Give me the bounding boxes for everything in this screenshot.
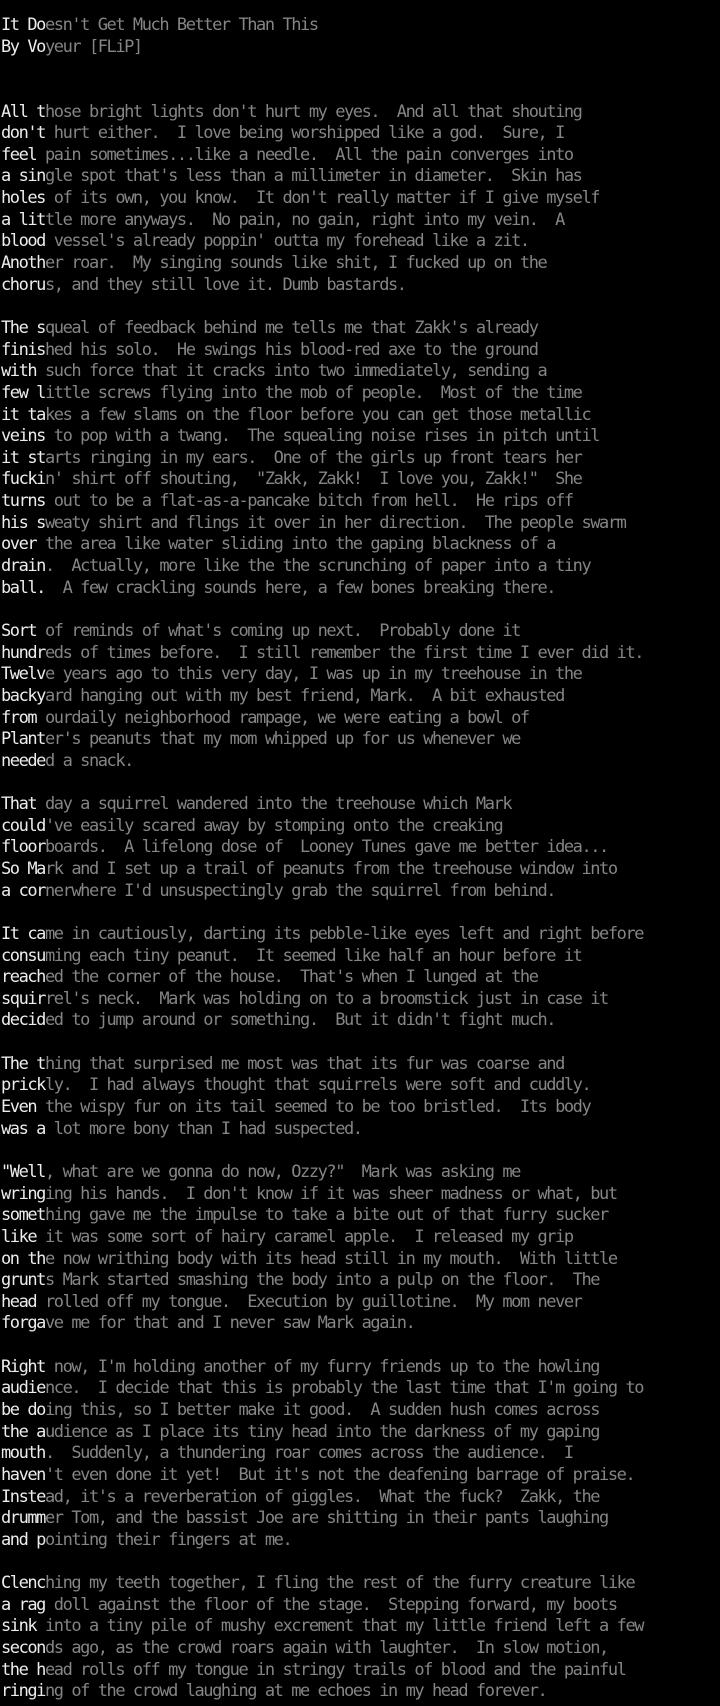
line-highlight-columns: hundr: [1, 642, 45, 663]
text-line: [1, 1119, 720, 1141]
line-highlight-columns: mouth: [1, 1443, 45, 1464]
text-line: [1, 469, 720, 491]
line-highlight-columns: be do: [1, 1400, 45, 1420]
text-line: [1, 621, 720, 643]
line-body-text: , what are we gonna do now, Ozzy?" Mark was asking me: [44, 1161, 520, 1182]
line-body-text: er Tom, and the bassist Joe are shitting in their pants laughing: [44, 1508, 608, 1529]
line-highlight-columns: secon: [1, 1638, 45, 1659]
text-line: [1, 1184, 720, 1206]
line-body-text: ointing their fingers at me.: [44, 1529, 292, 1550]
line-body-text: er roar. My singing sounds like shit, I fucked up on the: [44, 253, 547, 274]
line-highlight-columns: Clenc: [1, 1573, 45, 1594]
text-line: [1, 318, 720, 340]
line-body-text: doll against the floor of the stage. Stepping forward, my boots: [44, 1594, 617, 1615]
text-line: [1, 1422, 720, 1444]
line-body-text: . Actually, more like the the scrunching of paper into a tiny: [44, 556, 591, 577]
line-highlight-columns: was a: [1, 1118, 45, 1139]
text-line: [1, 1616, 720, 1638]
text-line: [1, 1010, 720, 1032]
line-body-text: ing this, so I better make it good. A sudden hush comes across: [44, 1400, 600, 1420]
line-body-text: 't even done it yet! But it's not the deafening barrage of praise.: [44, 1464, 635, 1485]
line-highlight-columns: veins: [1, 426, 45, 447]
text-line: [1, 1357, 720, 1379]
line-highlight-columns: the h: [1, 1659, 45, 1680]
line-body-text: ng of the crowd laughing at me echoes in my head forever.: [44, 1681, 547, 1702]
line-highlight-columns: a rag: [1, 1594, 45, 1615]
text-line: [1, 188, 720, 210]
line-highlight-columns: reach: [1, 967, 45, 988]
text-line: [1, 902, 720, 924]
line-body-text: rolled off my tongue. Execution by guillotine. My mom never: [44, 1291, 582, 1312]
text-line: [1, 967, 720, 989]
line-body-text: such force that it cracks into two immediately, sending a: [44, 361, 547, 382]
line-body-text: of its own, you know. It don't really matter if I give myself: [44, 188, 600, 209]
line-body-text: the wispy fur on its tail seemed to be too bristled. Its body: [44, 1097, 591, 1118]
line-body-text: ve me for that and I never saw Mark again.: [44, 1313, 415, 1334]
line-highlight-columns: few l: [1, 382, 45, 403]
text-line: [1, 513, 720, 535]
text-line: [1, 924, 720, 946]
text-line: [1, 1205, 720, 1227]
text-line: [1, 643, 720, 665]
line-body-text: hing gave me the impulse to take a bite out of that furry sucker: [44, 1205, 608, 1226]
text-line: [1, 686, 720, 708]
line-highlight-columns: choru: [1, 274, 45, 295]
line-body-text: to pop with a twang. The squealing noise rises in pitch until: [44, 426, 600, 447]
line-body-text: pain sometimes...like a needle. All the pain converges into: [44, 144, 573, 165]
line-body-text: hurt either. I love being worshipped like a god. Sure, I: [44, 123, 564, 144]
line-highlight-columns: Anoth: [1, 253, 45, 274]
text-line: [1, 794, 720, 816]
text-line: [1, 1227, 720, 1249]
line-highlight-columns: By Vo: [1, 36, 45, 57]
text-line: [1, 1551, 720, 1573]
text-line: [1, 296, 720, 318]
line-highlight-columns: Inste: [1, 1486, 45, 1507]
text-line: [1, 491, 720, 513]
line-highlight-columns: haven: [1, 1464, 45, 1485]
line-body-text: yeur [FLiP]: [44, 36, 142, 57]
line-body-text: eds of times before. I still remember the first time I ever did it.: [44, 642, 644, 663]
text-line: [1, 1660, 720, 1682]
line-highlight-columns: "Well: [1, 1161, 45, 1182]
text-line: [1, 729, 720, 751]
text-line: [1, 859, 720, 881]
line-body-text: weaty shirt and flings it over in her direction. The people swarm: [44, 512, 626, 533]
line-highlight-columns: over: [1, 534, 45, 555]
line-highlight-columns: floor: [1, 837, 45, 858]
text-line: [1, 426, 720, 448]
line-highlight-columns: a lit: [1, 209, 45, 230]
line-highlight-columns: wring: [1, 1183, 45, 1204]
line-highlight-columns: ball.: [1, 577, 45, 598]
line-highlight-columns: So Ma: [1, 858, 45, 879]
text-line: [1, 1378, 720, 1400]
line-body-text: ead rolls off my tongue in stringy trails of blood and the painful: [44, 1659, 626, 1680]
line-highlight-columns: Right: [1, 1356, 45, 1377]
line-body-text: ard hanging out with my best friend, Mark. A bit exhausted: [44, 685, 564, 706]
text-line: [1, 881, 720, 903]
text-line: [1, 816, 720, 838]
text-line: [1, 405, 720, 427]
text-line: [1, 123, 720, 145]
line-highlight-columns: It ca: [1, 923, 45, 944]
text-line: [1, 145, 720, 167]
text-line: [1, 1638, 720, 1660]
line-highlight-columns: it ta: [1, 404, 45, 425]
line-body-text: gle spot that's less than a millimeter in diameter. Skin has: [44, 166, 582, 187]
line-body-text: ed the corner of the house. That's when I lunged at the: [44, 967, 538, 988]
text-line: [1, 946, 720, 968]
line-body-text: the area like water sliding into the gaping blackness of a: [44, 534, 556, 555]
text-line: [1, 340, 720, 362]
line-highlight-columns: from: [1, 707, 45, 728]
line-body-text: ourdaily neighborhood rampage, we were eating a bowl of: [44, 707, 529, 728]
line-body-text: day a squirrel wandered into the treehouse which Mark: [44, 794, 512, 815]
line-body-text: of reminds of what's coming up next. Probably done it: [44, 620, 520, 641]
line-body-text: rel's neck. Mark was holding on to a broomstick just in case it: [44, 988, 608, 1009]
text-line: [1, 231, 720, 253]
line-highlight-columns: turns: [1, 491, 45, 512]
line-body-text: boards. A lifelong dose of Looney Tunes gave me better idea...: [44, 837, 608, 858]
text-line: [1, 383, 720, 405]
line-highlight-columns: It Do: [1, 15, 45, 35]
line-highlight-columns: Twelv: [1, 664, 45, 685]
line-highlight-columns: Plant: [1, 729, 45, 750]
line-body-text: hing my teeth together, I fling the rest of the furry creature like: [44, 1573, 635, 1594]
line-highlight-columns: drumm: [1, 1508, 45, 1529]
text-line: [1, 1054, 720, 1076]
line-highlight-columns: squir: [1, 988, 45, 1009]
line-body-text: A few crackling sounds here, a few bones breaking there.: [44, 577, 556, 598]
line-body-text: ly. I had always thought that squirrels were soft and cuddly.: [44, 1075, 591, 1096]
line-body-text: nerwhere I'd unsuspectingly grab the squirrel from behind.: [44, 880, 556, 901]
text-line: [1, 1032, 720, 1054]
text-line: [1, 1487, 720, 1509]
text-line: [1, 534, 720, 556]
text-line: [1, 166, 720, 188]
line-body-text: 've easily scared away by stomping onto the creaking: [44, 815, 503, 836]
line-body-text: into a tiny pile of mushy excrement that my little friend left a few: [44, 1616, 644, 1637]
line-body-text: lot more bony than I had suspected.: [44, 1118, 362, 1139]
text-line: [1, 1465, 720, 1487]
line-body-text: er's peanuts that my mom whipped up for us whenever we: [44, 729, 520, 750]
line-highlight-columns: the a: [1, 1421, 45, 1442]
line-body-text: ds ago, as the crowd roars again with laughter. In slow motion,: [44, 1638, 608, 1659]
line-body-text: me in cautiously, darting its pebble-like eyes left and right before: [44, 923, 644, 944]
line-body-text: . Suddenly, a thundering roar comes across the audience. I: [44, 1443, 573, 1464]
line-body-text: out to be a flat-as-a-pancake bitch from hell. He rips off: [44, 491, 573, 512]
text-line: [1, 253, 720, 275]
line-highlight-columns: and p: [1, 1529, 45, 1550]
text-line: [1, 275, 720, 297]
line-body-text: ad, it's a reverberation of giggles. What the fuck? Zakk, the: [44, 1486, 600, 1507]
line-highlight-columns: The s: [1, 317, 45, 338]
text-line: [1, 1681, 720, 1703]
line-body-text: ing his hands. I don't know if it was sheer madness or what, but: [44, 1183, 617, 1204]
line-highlight-columns: neede: [1, 750, 45, 771]
line-highlight-columns: sink: [1, 1616, 45, 1637]
line-highlight-columns: prick: [1, 1075, 45, 1096]
text-line: [1, 210, 720, 232]
text-line: [1, 1400, 720, 1422]
line-highlight-columns: finis: [1, 339, 45, 360]
line-highlight-columns: holes: [1, 188, 45, 209]
text-line: [1, 1140, 720, 1162]
text-line: [1, 1292, 720, 1314]
line-body-text: nce. I decide that this is probably the last time that I'm going to: [44, 1378, 644, 1399]
document-text: [1, 15, 720, 1703]
text-line: [1, 989, 720, 1011]
text-line: [1, 1249, 720, 1271]
text-line: [1, 1508, 720, 1530]
text-line: [1, 1097, 720, 1119]
line-highlight-columns: feel: [1, 144, 45, 165]
text-line: [1, 708, 720, 730]
text-line: [1, 1530, 720, 1552]
document-byline: [1, 37, 720, 59]
line-highlight-columns: blood: [1, 231, 45, 252]
line-highlight-columns: forga: [1, 1313, 45, 1334]
line-highlight-columns: All t: [1, 101, 45, 122]
line-highlight-columns: it st: [1, 447, 45, 468]
text-line: [1, 102, 720, 124]
line-highlight-columns: drain: [1, 556, 45, 577]
line-body-text: hing that surprised me most was that its fur was coarse and: [44, 1053, 564, 1074]
line-body-text: s, and they still love it. Dumb bastards.: [44, 274, 406, 295]
line-highlight-columns: head: [1, 1291, 45, 1312]
line-highlight-columns: could: [1, 815, 45, 836]
line-body-text: arts ringing in my ears. One of the girls up front tears her: [44, 447, 582, 468]
line-highlight-columns: Sort: [1, 620, 45, 641]
text-line: [1, 599, 720, 621]
line-body-text: esn't Get Much Better Than This: [44, 15, 318, 35]
line-body-text: rk and I set up a trail of peanuts from the treehouse window into: [44, 858, 617, 879]
text-line: [1, 58, 720, 80]
line-highlight-columns: fucki: [1, 469, 45, 490]
text-line: [1, 1573, 720, 1595]
line-body-text: it was some sort of hairy caramel apple. I released my grip: [44, 1226, 573, 1247]
line-highlight-columns: a sin: [1, 166, 45, 187]
line-highlight-columns: on th: [1, 1248, 45, 1269]
text-line: [1, 1443, 720, 1465]
line-body-text: ming each tiny peanut. It seemed like half an hour before it: [44, 945, 582, 966]
line-highlight-columns: The t: [1, 1053, 45, 1074]
text-line: [1, 1270, 720, 1292]
line-body-text: hed his solo. He swings his blood-red axe to the ground: [44, 339, 538, 360]
line-body-text: d a snack.: [44, 750, 133, 771]
line-highlight-columns: don't: [1, 123, 45, 144]
text-line: [1, 1313, 720, 1335]
line-highlight-columns: Even: [1, 1097, 45, 1118]
text-line: [1, 772, 720, 794]
text-line: [1, 80, 720, 102]
line-highlight-columns: backy: [1, 685, 45, 706]
line-highlight-columns: ringi: [1, 1681, 45, 1702]
text-line: [1, 1162, 720, 1184]
line-highlight-columns: grunt: [1, 1270, 45, 1291]
document-title-line: [1, 15, 720, 37]
line-highlight-columns: audie: [1, 1378, 45, 1399]
text-line: [1, 556, 720, 578]
line-body-text: queal of feedback behind me tells me that Zakk's already: [44, 317, 538, 338]
line-highlight-columns: his s: [1, 512, 45, 533]
text-line: [1, 1335, 720, 1357]
line-highlight-columns: consu: [1, 945, 45, 966]
line-body-text: e now writhing body with its head still in my mouth. With little: [44, 1248, 617, 1269]
line-highlight-columns: That: [1, 794, 45, 815]
line-body-text: now, I'm holding another of my furry friends up to the howling: [44, 1356, 600, 1377]
line-highlight-columns: somet: [1, 1205, 45, 1226]
line-body-text: ittle screws flying into the mob of people. Most of the time: [44, 382, 582, 403]
line-body-text: kes a few slams on the floor before you can get those metallic: [44, 404, 591, 425]
line-highlight-columns: a cor: [1, 880, 45, 901]
line-body-text: e years ago to this very day, I was up in my treehouse in the: [44, 664, 582, 685]
text-line: [1, 578, 720, 600]
line-body-text: vessel's already poppin' outta my forehead like a zit.: [44, 231, 529, 252]
line-highlight-columns: decid: [1, 1010, 45, 1031]
text-line: [1, 1075, 720, 1097]
text-line: [1, 751, 720, 773]
text-line: [1, 448, 720, 470]
line-body-text: n' shirt off shouting, "Zakk, Zakk! I love you, Zakk!" She: [44, 469, 582, 490]
line-body-text: tle more anyways. No pain, no gain, right into my vein. A: [44, 209, 564, 230]
line-body-text: hose bright lights don't hurt my eyes. And all that shouting: [44, 101, 582, 122]
line-body-text: udience as I place its tiny head into the darkness of my gaping: [44, 1421, 600, 1442]
text-line: [1, 837, 720, 859]
text-line: [1, 664, 720, 686]
text-line: [1, 361, 720, 383]
line-highlight-columns: like: [1, 1226, 45, 1247]
line-body-text: ed to jump around or something. But it didn't fight much.: [44, 1010, 556, 1031]
line-body-text: s Mark started smashing the body into a pulp on the floor. The: [44, 1270, 600, 1291]
text-line: [1, 1595, 720, 1617]
line-highlight-columns: with: [1, 361, 45, 382]
